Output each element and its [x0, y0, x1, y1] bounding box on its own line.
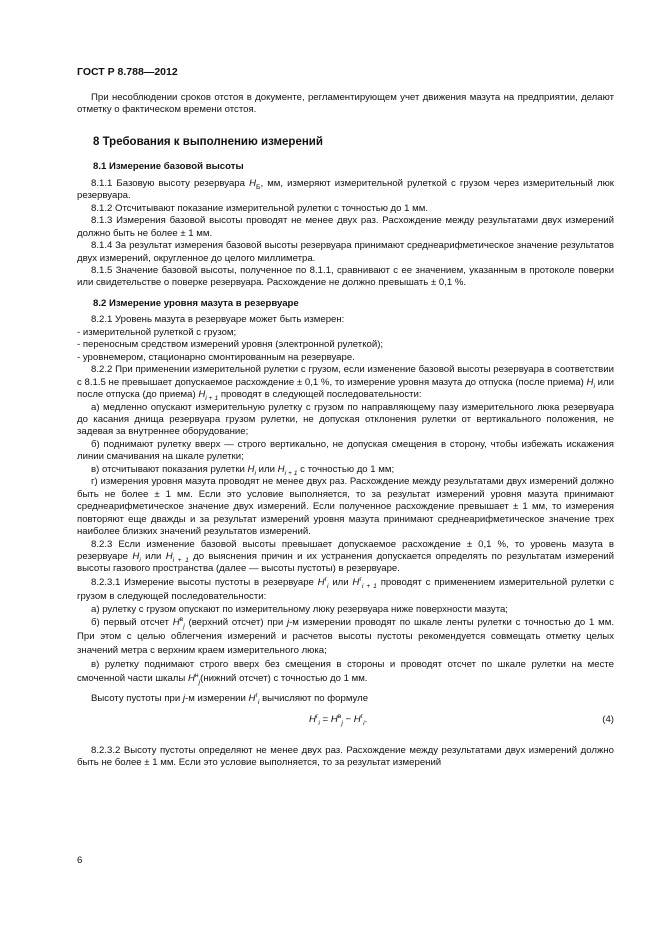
- section-8-1-title: 8.1 Измерение базовой высоты: [93, 161, 244, 173]
- item-b-2: б) первый отсчет $H^в_j$ (верхний отсчет) при j-м измерении проводят по шкале ленты рулетки с точностью до 1 мм. При этом с целью облегчения измерений и расчетов высоты пустоты рекомендуется совмещать отметку целых значений метра с верхним краем измерительного люка;: [77, 616, 614, 657]
- intro-paragraph: При несоблюдении сроков отстоя в документе, регламентирующем учет движения мазута на предприятии, делают отметку о фактическом времени отстоя.: [77, 92, 614, 116]
- formula-4: [77, 712, 614, 732]
- formula-intro: Высоту пустоты при j-м измерении $H^г_i$ вычисляют по формуле: [91, 692, 369, 707]
- item-v: в) отсчитывают показания рулетки $H_i$ или $H_{i + 1}$ с точностью до 1 мм;: [91, 463, 395, 477]
- paragraph-8-1-5: 8.1.5 Значение базовой высоты, полученное по 8.1.1, сравнивают с ее значением, указанным в протоколе поверки или свидетельстве о поверке резервуара. Расхождение не должно превышать ± 0,1 %.: [77, 264, 614, 289]
- item-g: г) измерения уровня мазута проводят не менее двух раз. Расхождение между результатами двух измерений должно быть не более ± 1 мм. Если это условие выполняется, то за результат измерений уровня мазута принимают среднеарифметическое значение двух измерений. Если полученное расхождение превышает ± 1 мм, то измерения повторяют еще дважды и за результат измерений уровня мазута принимают среднеарифметическое значение трех наиболее близких значений результатов измерений.: [77, 476, 614, 538]
- paragraph-8-1-1: 8.1.1 Базовую высоту резервуара $H_Б$, мм, измеряют измерительной рулеткой с грузом через измерительный люк резервуара.: [77, 177, 614, 202]
- item-b: б) поднимают рулетку вверх — строго вертикально, не допуская смещения в сторону, чтобы избежать искажения линии смачивания на шкале рулетки;: [77, 438, 614, 463]
- item-a: а) медленно опускают измерительную рулетку с грузом по направляющему пазу измерительного люка резервуара до касания днища резервуара грузом рулетки, не допуская отклонения рулетки от вертикального положения, не задевая за внутреннее оборудование;: [77, 401, 614, 438]
- paragraph-8-2-3-1: 8.2.3.1 Измерение высоты пустоты в резервуаре $H^г_i$ или $H^г_{i + 1}$ проводят с применением измерительной рулетки с грузом в следующей последовательности:: [77, 575, 615, 602]
- item-a-2: а) рулетку с грузом опускают по измерительному люку резервуара ниже поверхности мазута;: [91, 603, 508, 615]
- list-item: - переносным средством измерений уровня (электронной рулеткой);: [77, 339, 384, 351]
- paragraph-8-2-3-2: 8.2.3.2 Высоту пустоты определяют не менее двух раз. Расхождение между результатами двух измерений должно быть не более ± 1 мм. Если это условие выполняется, то за результат измерений: [77, 744, 614, 769]
- paragraph-8-2-1: 8.2.1 Уровень мазута в резервуаре может быть измерен:: [91, 314, 345, 326]
- document-body: [77, 92, 614, 770]
- section-8-2-title: 8.2 Измерение уровня мазута в резервуаре: [93, 297, 299, 309]
- paragraph-8-2-2: 8.2.2 При применении измерительной рулетки с грузом, если изменение базовой высоты резервуара в соответствии с 8.1.5 не превышает допускаемое расхождение ± 0,1 %, то измерение уровня мазута до отпуска (после приема) $H_i$ или после отпуска (до приема) $H_{i + 1}$ проводят в следующей последовательности:: [77, 364, 614, 402]
- formula-number: (4): [602, 713, 614, 725]
- list-item: - измерительной рулеткой с грузом;: [77, 326, 237, 338]
- page-number: 6: [77, 855, 83, 866]
- item-v-2: в) рулетку поднимают строго вверх без смещения в стороны и проводят отсчет по шкале рулетки на месте смоченной части шкалы $H^н_j(нижний$ отсчет) с точностью до 1 мм.: [77, 659, 614, 687]
- paragraph-8-1-2: 8.1.2 Отсчитывают показание измерительной рулетки с точностью до 1 мм.: [91, 202, 429, 214]
- formula-expression: $H^г_i = H^в_j - H^г_i$.: [309, 712, 368, 727]
- paragraph-8-2-3: 8.2.3 Если изменение базовой высоты превышает допускаемое расхождение ± 0,1 %, то уровень мазута в резервуаре $H_i$ или $H_{i + 1}$ до выяснения причин и их устранения допускается определять по результатам измерений высоты газового пространства (далее — высоты пустоты) в резервуаре.: [77, 538, 615, 575]
- paragraph-8-1-4: 8.1.4 За результат измерения базовой высоты резервуара принимают среднеарифметическое значение результатов двух измерений, округленное до целого миллиметра.: [77, 240, 614, 264]
- paragraph-8-1-3: 8.1.3 Измерения базовой высоты проводят не менее двух раз. Расхождение между результатами двух измерений должно быть не более ± 1 мм.: [77, 215, 614, 239]
- list-item: - уровнемером, стационарно смонтированным на резервуаре.: [77, 351, 355, 363]
- section-8-title: 8 Требования к выполнению измерений: [93, 135, 323, 148]
- document-header: ГОСТ Р 8.788—2012: [77, 66, 178, 78]
